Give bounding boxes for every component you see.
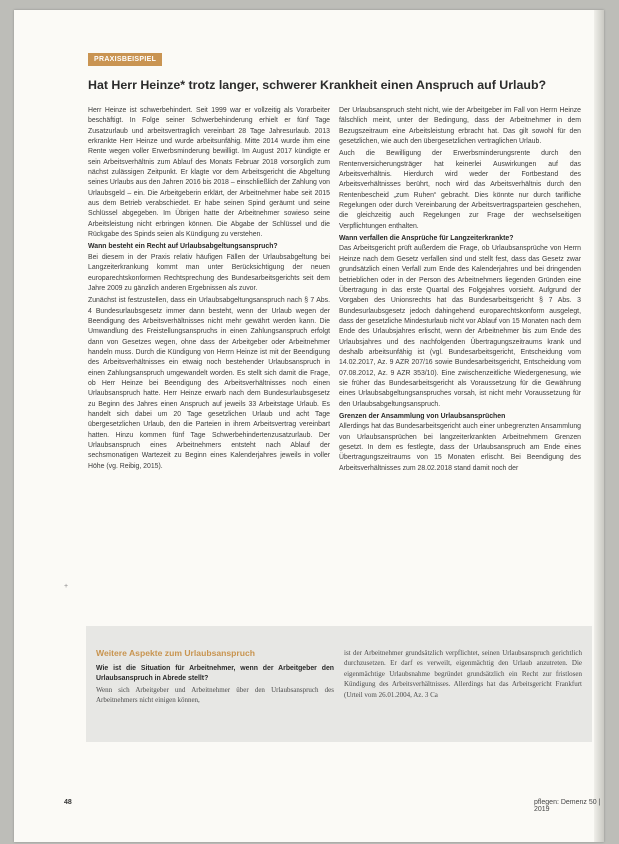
section-badge: PRAXISBEISPIEL [88, 53, 162, 66]
article-title: Hat Herr Heinze* trotz langer, schwerer Krankheit einen Anspruch auf Urlaub? [88, 78, 547, 92]
section-heading: Wann verfallen die Ansprüche für Langzeiterkrankte? [339, 235, 514, 243]
paragraph: Der Urlaubsanspruch steht nicht, wie der Arbeitgeber im Fall von Herrn Heinze fälschlich meint, unter der Bedingung, dass der Arbeitnehmer in dem Bezugszeitraum eine Arbeitsleistung erbracht hat. Das gilt sowohl für den gesetzlichen, wie auch den übergesetzlichen vertraglichen Urlaub. [339, 107, 581, 146]
right-column [339, 106, 581, 476]
paragraph: Zunächst ist festzustellen, dass ein Urlaubsabgeltungsanspruch nach § 7 Abs. 4 Bundesurlaubsgesetz immer dann besteht, wenn der Urlaub wegen der Beendigung des Arbeitsverhältnisses nicht mehr gewährt werden kann. Die Umwandlung des Freistellungsanspruchs in einen Zahlungsanspruch erfolgt dann von Gesetzes wegen, ohne dass der Arbeitgeber oder Arbeitnehmer handeln muss. Durch die Kündigung von Herrn Heinze ist mit der Beendigung des Arbeitsverhältnisses ein etwaig noch bestehender Urlaubsanspruch in einen Zahlungsanspruch umgewandelt worden. Es stellt sich damit die Frage, ob Herr Heinze bei Beendigung des Arbeitsverhältnisses noch einen Urlaubsanspruch hatte. Herr Heinze erwarb nach dem Bundesurlaubsgesetz zu Beginn des Jahres einen Anspruch auf jeweils 33 Arbeitstage Urlaub. Es handelt sich dabei um 20 Tage gesetzlichen Urlaub und acht Tage übergesetzlichen Urlaub, den die Parteien in ihrem Arbeitsvertrag vereinbart hatten. Hinzu kommen fünf Tage Schwerbehindertenzusatzurlaub. Der Urlaubsanspruch eines Arbeitnehmers entsteht nach Ablauf der sechsmonatigen Wartezeit zu Beginn eines Kalenderjahres jeweils in voller Höhe (vg. Reibig, 2015). [88, 297, 330, 470]
document-page [14, 10, 604, 842]
margin-mark: + [64, 583, 69, 590]
paragraph: Auch die Bewilligung der Erwerbsminderungsrente durch den Rentenversicherungsträger hat keinerlei Auswirkungen auf das Arbeitsverhältnis. Hierdurch wird weder der Fortbestand des Arbeitsverhältnisses berührt, noch wird das Arbeitsverhältnis durch den Rentenbescheid „zum Ruhen“ gebracht. Dies könnte nur durch tarifliche Regelungen oder durch Vereinbarung der Arbeitsvertragsparteien geschehen, die gleichzeitig auch Regelungen zur Frage der wechselseitigen Verpflichtungen enthalten. [339, 150, 581, 230]
paragraph: Herr Heinze ist schwerbehindert. Seit 1999 war er vollzeitig als Vorarbeiter beschäftigt. In Folge seiner Schwerbehinderung erhielt er fünf Tage Zusatzurlaub und arbeitsvertraglich vereinbart 28 Tage Jahresurlaub. 2013 erkrankte Herr Heinze und wurde arbeitsunfähig. Mitte 2014 wurde ihm eine Rente wegen voller Erwerbsminderung bewilligt. Im August 2017 kündigte er sein Arbeitsverhältnis zum Ablauf des Monats Februar 2018 vorsorglich zum nächst zulässigen Zeitpunkt. Er klagte vor dem Arbeitsgericht die Abgeltung seines Urlaubs aus den Jahren 2016 bis 2018 – einschließlich der Zahlung von Urlaubsgeld – ein. Die Arbeitgeberin erklärt, der Arbeitnehmer habe seit 2015 aus dem Betrieb verabschiedet. Er habe seinen Spind geräumt und seine Schlüssel abgegeben. Im Übrigen hatte der Arbeitnehmer sowieso seine Arbeitsleistung nicht erbringen können. Die Abgabe der Schlüssel und die Rückgabe des Spinds seien als Kündigung zu verstehen. [88, 107, 330, 239]
info-box-title: Weitere Aspekte zum Urlaubsanspruch [96, 648, 256, 658]
info-box-left-text: Wenn sich Arbeitgeber und Arbeitnehmer über den Urlaubsanspruch des Arbeitnehmers nicht einigen können, [96, 685, 334, 705]
paragraph: Bei diesem in der Praxis relativ häufigen Fällen der Urlaubsabgeltung bei Langzeiterkrankung kommt man unter Berücksichtigung der neuen europarechtskonformen Rechtsprechung des Bundesarbeitsgerichts seit dem Jahre 2009 zu gänzlich anderen Ergebnissen als zuvor. [88, 253, 330, 292]
info-box [86, 626, 592, 742]
section-heading: Grenzen der Ansammlung von Urlaubsansprüchen [339, 412, 506, 420]
paragraph: Allerdings hat das Bundesarbeitsgericht auch einer unbegrenzten Ansammlung von Urlaubsansprüchen bei langzeiterkrankten Arbeitnehmern Grenzen gesetzt. In dem es festlegte, dass der Urlaubsanspruch am Ende eines Übertragungszeitraums von 15 Monaten erlischt. Bei Beendigung des Arbeitsverhältnisses zum 28.02.2018 stand damit noch der [339, 423, 581, 472]
info-box-question: Wie ist die Situation für Arbeitnehmer, wenn der Arbeitgeber den Urlaubsanspruch in Abrede stellt? [96, 665, 334, 683]
section-heading: Wann besteht ein Recht auf Urlaubsabgeltungsanspruch? [88, 243, 278, 251]
left-column [88, 106, 330, 474]
info-box-left-column [96, 664, 334, 706]
page-number: 48 [64, 799, 72, 806]
magazine-brand: pflegen: Demenz 50 | 2019 [534, 799, 601, 813]
page-edge-shadow [594, 10, 604, 842]
info-box-right-text: ist der Arbeitnehmer grundsätzlich verpflichtet, seinen Urlaubsanspruch gerichtlich durchzusetzen. Er darf es verweilt, eigenmächtig den Urlaub anzutreten. Die eigenmächtige Urlaubsnahme begründet grundsätzlich ein Recht zur fristlosen Kündigung des Arbeitsverhältnisses. Allerdings hat das Arbeitsgericht Frankfurt (Urteil vom 26.01.2004, Az. 3 Ca [344, 649, 582, 699]
paragraph: Das Arbeitsgericht prüft außerdem die Frage, ob Urlaubsansprüche von Herrn Heinze nach dem Gesetz verfallen sind und stellt fest, dass das Gesetz zwar grundsätzlich einen Verfall zum Ende des Kalenderjahres und bei dringenden betrieblichen oder in der Person des Arbeitnehmers liegenden Gründen eine Übertragung in das erste Quartal des Folgejahres vorsieht. Aufgrund der Vorgaben des Unionsrechts hat das Bundesarbeitsgericht § 7 Abs. 3 Bundesurlaubsgesetz jedoch dahingehend europarechtskonform ausgelegt, dass der gesetzliche Mindesturlaub nicht vor Ablauf von 15 Monaten nach dem Ende des Urlaubsjahres erlischt, wenn der Arbeitnehmer bis zum Ende des Urlaubsjahres und des nachfolgenden Übertragungszeitraums krank und deshalb arbeitsunfähig ist (vgl. Bundesarbeitsgericht, Entscheidung vom 14.02.2017, Az. 9 AZR 207/16 sowie Bundesarbeitsgericht, Entscheidung vom 07.08.2012, Az. 9 AZR 353/10). Eine zwischenzeitliche Wiedergenesung, wie sie früher das Bundesarbeitsgericht als Voraussetzung für die Gewährung eines Urlaubsabgeltungsanspruches vorsah, ist nicht mehr Voraussetzung für den Urlaubsabgeltungsanspruch. [339, 245, 581, 408]
